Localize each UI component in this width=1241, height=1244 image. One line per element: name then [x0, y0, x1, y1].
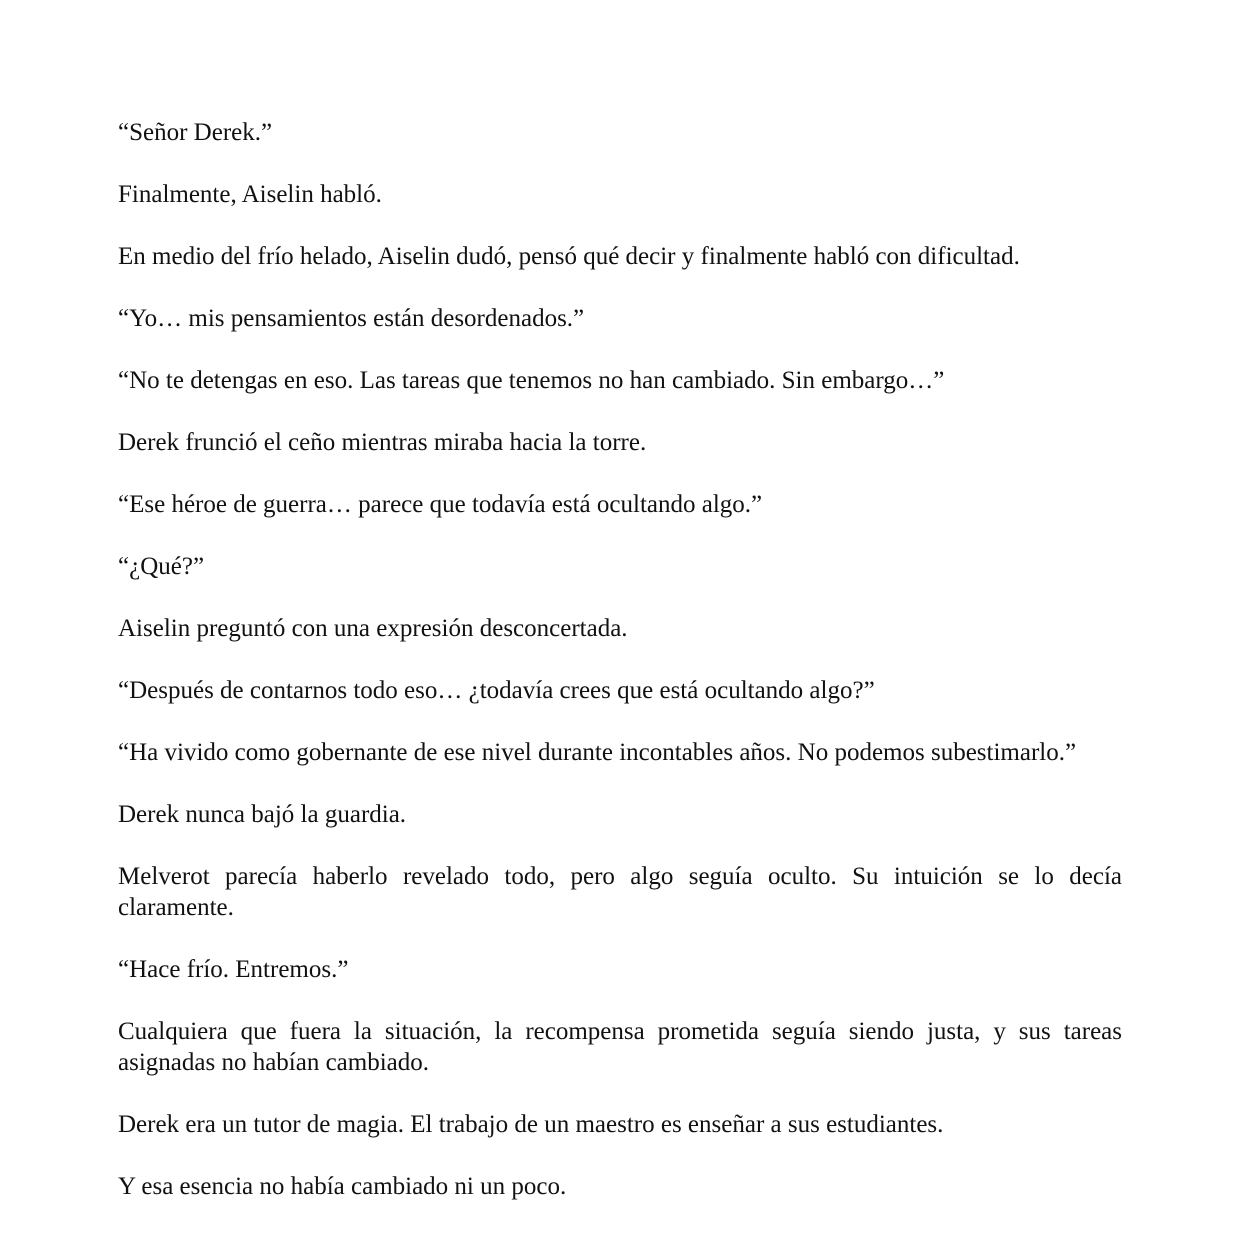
paragraph: Cualquiera que fuera la situación, la recompensa prometida seguía siendo justa, y sus tareas asignadas no habían cambiado.: [118, 1018, 1122, 1076]
paragraph: Melverot parecía haberlo revelado todo, pero algo seguía oculto. Su intuición se lo decía claramente.: [118, 863, 1122, 921]
paragraph: “Después de contarnos todo eso… ¿todavía crees que está ocultando algo?”: [118, 677, 875, 704]
paragraph: Y esa esencia no había cambiado ni un poco.: [118, 1173, 567, 1200]
paragraph: “Ha vivido como gobernante de ese nivel durante incontables años. No podemos subestimarlo.”: [118, 739, 1077, 766]
paragraph: “Señor Derek.”: [118, 119, 273, 146]
paragraph: “Yo… mis pensamientos están desordenados.”: [118, 305, 585, 332]
paragraph: “Hace frío. Entremos.”: [118, 956, 349, 983]
paragraph: Aiselin preguntó con una expresión desconcertada.: [118, 615, 628, 642]
paragraph: En medio del frío helado, Aiselin dudó, pensó qué decir y finalmente habló con dificultad.: [118, 243, 1020, 270]
paragraph: Derek frunció el ceño mientras miraba hacia la torre.: [118, 429, 647, 456]
paragraph: Derek nunca bajó la guardia.: [118, 801, 407, 828]
document-body: [118, 117, 1122, 1233]
paragraph: Derek era un tutor de magia. El trabajo de un maestro es enseñar a sus estudiantes.: [118, 1111, 944, 1138]
paragraph: Finalmente, Aiselin habló.: [118, 181, 382, 208]
paragraph: “Ese héroe de guerra… parece que todavía está ocultando algo.”: [118, 491, 763, 518]
paragraph: “No te detengas en eso. Las tareas que tenemos no han cambiado. Sin embargo…”: [118, 367, 945, 394]
paragraph: “¿Qué?”: [118, 553, 205, 580]
